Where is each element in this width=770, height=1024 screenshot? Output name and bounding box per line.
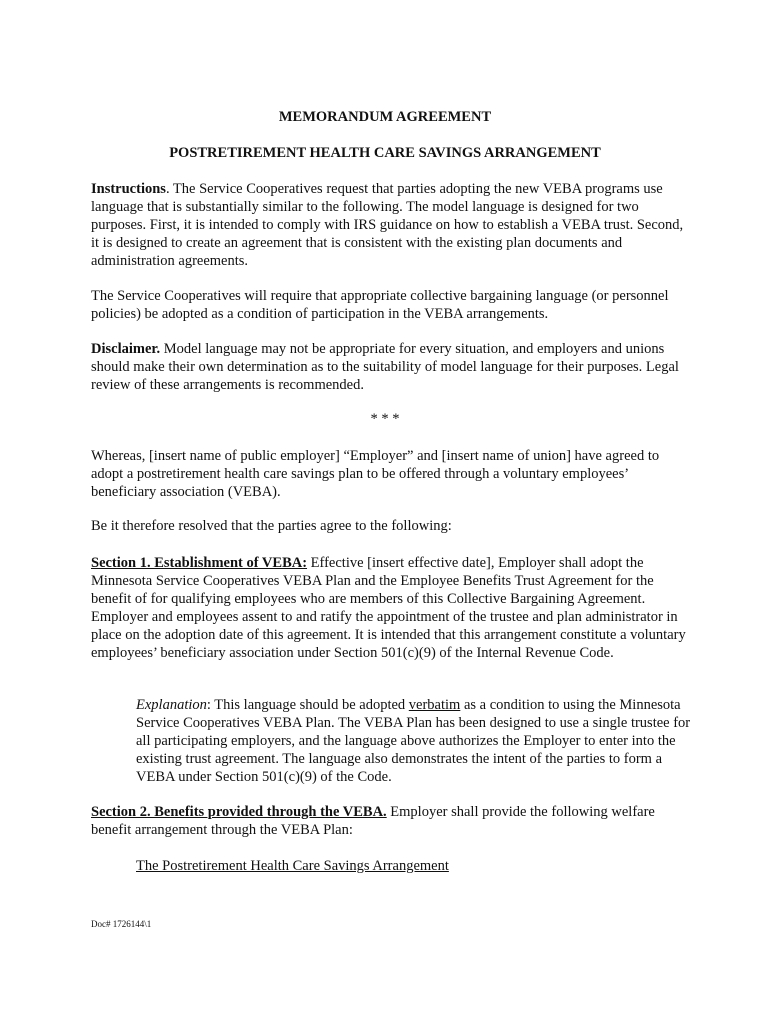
disclaimer-text: Model language may not be appropriate for every situation, and employers and unions should make their own determination as to the suitability of model language for their purposes. Legal review of these arrangements is recommended.: [91, 341, 679, 393]
instructions-text: . The Service Cooperatives request that parties adopting the new VEBA programs use language that is substantially similar to the following. The model language is designed for two purposes. First, it is intended to comply with IRS guidance on how to establish a VEBA trust. Second, it is designed to create an agreement that is consistent with the existing plan documents and administration agreements.: [91, 181, 684, 269]
document-subtitle: POSTRETIREMENT HEALTH CARE SAVINGS ARRANGEMENT: [169, 145, 601, 161]
arrangement-title: The Postretirement Health Care Savings Arrangement: [136, 858, 449, 874]
section-2-paragraph: [91, 803, 691, 839]
disclaimer-paragraph: [91, 340, 691, 394]
explanation-pre: : This language should be adopted: [206, 697, 409, 713]
explanation-emphasis: verbatim: [408, 697, 461, 713]
resolved-paragraph: Be it therefore resolved that the parties agree to the following:: [91, 518, 452, 534]
section-1-heading: Section 1. Establishment of VEBA:: [91, 555, 308, 571]
section-1-paragraph: [91, 554, 691, 662]
section-separator: * * *: [370, 411, 400, 427]
section-2-text: Employer shall provide the following welfare benefit arrangement through the VEBA Plan:: [91, 804, 655, 838]
document-footer: Doc# 1726144\1: [91, 919, 152, 929]
arrangement-heading: [136, 857, 691, 875]
document-title: MEMORANDUM AGREEMENT: [278, 109, 492, 125]
instructions-paragraph: [91, 180, 691, 270]
explanation-paragraph: [136, 696, 691, 786]
explanation-label: Explanation: [136, 697, 207, 713]
section-1-text: Effective [insert effective date], Employer shall adopt the Minnesota Service Cooperatives VEBA Plan and the Employee Benefits Trust Agreement for the benefit of for qualifying employees who are members of this Collective Bargaining Agreement. Employer and employees assent to and ratify the appointment of the trustee and plan administrator in place on the adoption date of this agreement. It is intended that this arrangement constitute a voluntary employees’ beneficiary association under Section 501(c)(9) of the Internal Revenue Code.: [91, 555, 686, 661]
explanation-post: as a condition to using the Minnesota Service Cooperatives VEBA Plan. The VEBA Plan has been designed to use a single trustee for all participating employers, and the language above authorizes the Employer to enter into the existing trust agreement. The language also demonstrates the intent of the parties to form a VEBA under Section 501(c)(9) of the Code.: [136, 697, 691, 785]
whereas-paragraph: Whereas, [insert name of public employer] “Employer” and [insert name of union] have agreed to adopt a postretirement health care savings plan to be offered through a voluntary employees’ beneficiary association (VEBA).: [91, 448, 660, 500]
disclaimer-label: Disclaimer.: [91, 341, 161, 357]
instructions-label: Instructions: [91, 181, 166, 197]
section-2-heading: Section 2. Benefits provided through the VEBA.: [91, 804, 387, 820]
requirement-paragraph: The Service Cooperatives will require that appropriate collective bargaining language (or personnel policies) be adopted as a condition of participation in the VEBA arrangements.: [91, 288, 669, 322]
